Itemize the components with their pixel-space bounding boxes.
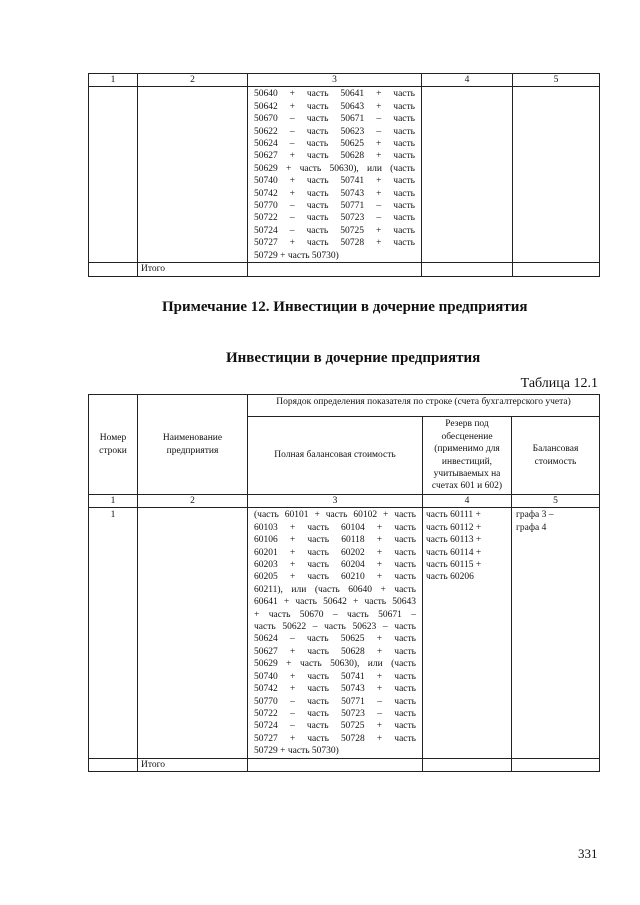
header-row-number: Номер строки (89, 395, 138, 495)
formula-line: 60641 + часть 50642 + часть 50643 (254, 597, 416, 608)
column-number-row (89, 74, 600, 87)
col-num-5: 5 (513, 74, 600, 87)
book-value-cell (513, 87, 600, 263)
formula-line: 50724 – часть 50725 + часть (254, 721, 416, 732)
formula-line: 50624 – часть 50625 + часть (254, 634, 416, 645)
formula-line: 50670 – часть 50671 – часть (254, 114, 415, 125)
col-num-1: 1 (89, 74, 138, 87)
formula-line: 60106 + часть 60118 + часть (254, 535, 416, 546)
header-order-group: Порядок определения показателя по строке (счета бухгалтерского учета) (248, 395, 600, 417)
col-num-3: 3 (248, 495, 423, 508)
total-book-cell (513, 263, 600, 276)
reserve-line: часть 60113 + (426, 535, 482, 546)
formula-line: 50742 + часть 50743 + часть (254, 684, 416, 695)
reserve-cell (422, 87, 513, 263)
total-row (89, 758, 600, 771)
total-reserve-cell (422, 263, 513, 276)
table-number: Таблица 12.1 (520, 376, 598, 391)
col-num-2: 2 (138, 495, 248, 508)
reserve-line: часть 60114 + (426, 547, 482, 558)
continued-table (88, 73, 600, 277)
table-row (89, 508, 600, 758)
col-num-1: 1 (89, 495, 138, 508)
reserve-line: часть 60206 (426, 572, 474, 583)
total-number-cell (89, 263, 138, 276)
formula-line: 60201 + часть 60202 + часть (254, 547, 416, 558)
formula-line: 50770 – часть 50771 – часть (254, 696, 416, 707)
formula-line: 50629 + часть 50630), или (часть (254, 659, 416, 670)
page-number: 331 (578, 846, 598, 861)
total-book-cell (512, 758, 600, 771)
formula-line: 50722 – часть 50723 – часть (254, 213, 415, 224)
section-title: Инвестиции в дочерние предприятия (226, 350, 481, 366)
header-reserve: Резерв под обесценение (применимо для инвестиций, учитываемых на счетах 601 и 602) (423, 417, 512, 495)
formula-cell (248, 87, 422, 263)
total-label: Итого (138, 263, 248, 276)
header-row (89, 395, 600, 417)
formula-line: 50740 + часть 50741 + часть (254, 176, 415, 187)
formula-line: 50727 + часть 50728 + часть (254, 733, 416, 744)
company-name-cell (138, 87, 248, 263)
formula-line: 50740 + часть 50741 + часть (254, 671, 416, 682)
book-line: графа 4 (516, 522, 547, 533)
total-reserve-cell (423, 758, 512, 771)
formula-line: 50742 + часть 50743 + часть (254, 188, 415, 199)
formula-line: 50727 + часть 50728 + часть (254, 238, 415, 249)
formula-line: 50642 + часть 50643 + часть (254, 101, 415, 112)
formula-cell (248, 508, 423, 758)
formula-line: 60103 + часть 60104 + часть (254, 522, 416, 533)
investments-table (88, 394, 600, 772)
col-num-5: 5 (512, 495, 600, 508)
reserve-line: часть 60111 + (426, 510, 481, 521)
formula-line: 50624 – часть 50625 + часть (254, 139, 415, 150)
total-number-cell (89, 758, 138, 771)
formula-line: 60211), или (часть 60640 + часть (254, 584, 416, 595)
total-formula-cell (248, 758, 423, 771)
col-num-4: 4 (423, 495, 512, 508)
formula-line: 50729 + часть 50730) (254, 250, 339, 261)
formula-line: 50640 + часть 50641 + часть (254, 89, 415, 100)
table-row (89, 87, 600, 263)
reserve-line: часть 60112 + (426, 522, 482, 533)
formula-line: 60203 + часть 60204 + часть (254, 560, 416, 571)
column-number-row (89, 495, 600, 508)
formula-line: + часть 50670 – часть 50671 – (254, 609, 416, 620)
formula-line: 50722 – часть 50723 – часть (254, 708, 416, 719)
formula-line: 50629 + часть 50630), или (часть (254, 163, 415, 174)
note-heading: Примечание 12. Инвестиции в дочерние предприятия (162, 299, 528, 315)
formula-line: 50622 – часть 50623 – часть (254, 126, 415, 137)
reserve-line: часть 60115 + (426, 560, 482, 571)
formula-line: 50627 + часть 50628 + часть (254, 151, 415, 162)
formula-line: 60205 + часть 60210 + часть (254, 572, 416, 583)
total-row (89, 263, 600, 276)
total-label: Итого (138, 758, 248, 771)
header-book-value: Балансовая стоимость (512, 417, 600, 495)
formula-line: 50627 + часть 50628 + часть (254, 646, 416, 657)
formula-line: 50770 – часть 50771 – часть (254, 201, 415, 212)
reserve-cell (423, 508, 512, 758)
header-company-name: Наименование предприятия (138, 395, 248, 495)
formula-line: (часть 60101 + часть 60102 + часть (254, 510, 416, 521)
formula-line: часть 50622 – часть 50623 – часть (254, 622, 416, 633)
header-full-value: Полная балансовая стоимость (248, 417, 423, 495)
row-number: 1 (89, 508, 138, 758)
col-num-3: 3 (248, 74, 422, 87)
book-value-cell (512, 508, 600, 758)
col-num-2: 2 (138, 74, 248, 87)
col-num-4: 4 (422, 74, 513, 87)
company-name-cell (138, 508, 248, 758)
formula-line: 50724 – часть 50725 + часть (254, 225, 415, 236)
formula-line: 50729 + часть 50730) (254, 746, 339, 757)
book-line: графа 3 – (516, 510, 554, 521)
row-number-cell (89, 87, 138, 263)
total-formula-cell (248, 263, 422, 276)
